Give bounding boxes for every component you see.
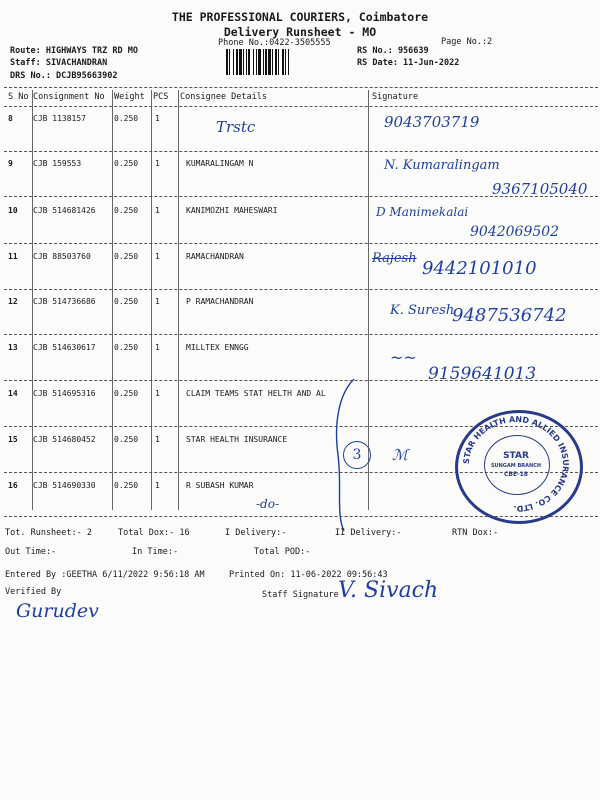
row-sno: 15 [8, 435, 18, 444]
row-weight: 0.250 [114, 297, 139, 306]
row-sno: 16 [8, 481, 18, 490]
row-pcs: 1 [155, 481, 160, 490]
printed-on: Printed On: 11-06-2022 09:56:43 [229, 570, 388, 580]
row-consignee: P RAMACHANDRAN [186, 297, 254, 306]
col-consignment: Consignment No [33, 92, 105, 102]
col-sep [151, 90, 152, 510]
row-pcs: 1 [155, 159, 160, 168]
handwritten-phone: 9442101010 [422, 258, 537, 279]
phone-number: Phone No.:0422-3505555 [218, 38, 331, 48]
handwritten-note: Trstc [216, 118, 256, 136]
row-sno: 10 [8, 206, 18, 215]
col-sno: S No [8, 92, 29, 102]
row-consignment: CJB 514680452 [33, 435, 96, 444]
handwritten-signature: K. Suresh [390, 303, 455, 318]
rs-number: RS No.: 956639 [357, 46, 429, 56]
row-consignment: CJB 514695316 [33, 389, 96, 398]
staff: Staff: SIVACHANDRAN [10, 58, 108, 68]
row-sno: 11 [8, 252, 18, 261]
handwritten-signature: N. Kumaralingam [384, 158, 500, 173]
row-sno: 12 [8, 297, 18, 306]
col-weight: Weight [114, 92, 145, 102]
row-pcs: 1 [155, 206, 160, 215]
rtn-dox: RTN Dox:- [452, 528, 499, 538]
route: Route: HIGHWAYS TRZ RD MO [10, 46, 138, 56]
row-sno: 9 [8, 159, 13, 168]
row-rule [4, 289, 598, 290]
col-pcs: PCS [153, 92, 169, 102]
handwritten-phone: 9159641013 [428, 364, 537, 384]
row-rule [4, 151, 598, 152]
row-consignment: CJB 88503760 [33, 252, 91, 261]
row-pcs: 1 [155, 343, 160, 352]
entered-by: Entered By :GEETHA 6/11/2022 9:56:18 AM [5, 570, 205, 580]
handwritten-phone: 9042069502 [470, 224, 560, 240]
col-sep [178, 90, 179, 510]
handwritten-signature: 9043703719 [384, 113, 480, 131]
row-consignment: CJB 1138157 [33, 114, 86, 123]
stamp-branch: SUNGAM BRANCH [490, 463, 542, 469]
col-consignee: Consignee Details [180, 92, 267, 102]
row-consignee: MILLTEX ENNGG [186, 343, 249, 352]
row-rule [4, 334, 598, 335]
row-sno: 14 [8, 389, 18, 398]
row-consignment: CJB 514681426 [33, 206, 96, 215]
out-time: Out Time:- [5, 547, 57, 557]
row-pcs: 1 [155, 252, 160, 261]
row-consignee: CLAIM TEAMS STAT HELTH AND AL [186, 389, 326, 398]
row-weight: 0.250 [114, 343, 139, 352]
row-consignment: CJB 514690330 [33, 481, 96, 490]
handwritten-mark: ℳ [392, 446, 409, 464]
row-pcs: 1 [155, 114, 160, 123]
stamp-code: CBE-18 [504, 471, 528, 478]
handwritten-bracket [320, 375, 370, 535]
header-rule [4, 106, 598, 107]
row-consignee: RAMACHANDRAN [186, 252, 244, 261]
in-time: In Time:- [132, 547, 179, 557]
staff-handwritten-signature: V. Sivach [338, 578, 439, 603]
verified-by: Verified By [5, 587, 62, 597]
row-sno: 8 [8, 114, 13, 123]
handwritten-mark: ~~ [390, 348, 417, 367]
runsheet-title: Delivery Runsheet - MO [223, 25, 377, 39]
row-consignee: STAR HEALTH INSURANCE [186, 435, 288, 444]
row-weight: 0.250 [114, 252, 139, 261]
row-consignment: CJB 514736686 [33, 297, 96, 306]
row-weight: 0.250 [114, 481, 139, 490]
row-consignment: CJB 159553 [33, 159, 82, 168]
handwritten-phone: 9367105040 [492, 180, 588, 198]
total-pod: Total POD:- [254, 547, 311, 557]
company-title: THE PROFESSIONAL COURIERS, Coimbatore [171, 10, 429, 24]
total-dox: Total Dox:- 16 [118, 528, 190, 538]
col-signature: Signature [372, 92, 419, 102]
handwritten-ditto: -do- [256, 497, 280, 511]
row-consignee: KANIMOZHI MAHESWARI [186, 206, 278, 215]
table-top-rule [4, 87, 598, 88]
rs-date: RS Date: 11-Jun-2022 [357, 58, 460, 68]
page-number: Page No.:2 [441, 37, 493, 47]
barcode-bar [289, 49, 292, 75]
row-pcs: 1 [155, 389, 160, 398]
svg-text:STAR HEALTH AND ALLIED INSURAN: STAR HEALTH AND ALLIED INSURANCE CO. LTD. [461, 414, 571, 514]
handwritten-phone: 9487536742 [452, 305, 567, 326]
stamp-star: STAR [503, 451, 529, 461]
barcode [226, 49, 354, 75]
row-consignee: R SUBASH KUMAR [186, 481, 254, 490]
total-runsheet: Tot. Runsheet:- 2 [5, 528, 92, 538]
row-weight: 0.250 [114, 206, 139, 215]
row-consignment: CJB 514630617 [33, 343, 96, 352]
row-sno: 13 [8, 343, 18, 352]
row-weight: 0.250 [114, 159, 139, 168]
company-stamp [455, 410, 583, 524]
verifier-signature: Gurudev [16, 600, 99, 622]
row-pcs: 1 [155, 297, 160, 306]
handwritten-signature: Rajesh [372, 251, 417, 266]
col-sep [112, 90, 113, 510]
row-pcs: 1 [155, 435, 160, 444]
row-weight: 0.250 [114, 114, 139, 123]
row-weight: 0.250 [114, 389, 139, 398]
handwritten-signature: D Manimekalai [376, 205, 469, 219]
row-weight: 0.250 [114, 435, 139, 444]
i-delivery: I Delivery:- [225, 528, 287, 538]
staff-signature-label: Staff Signature [262, 590, 339, 600]
drs-number: DRS No.: DCJB95663902 [10, 71, 118, 81]
handwritten-circle: 3 [343, 441, 371, 469]
ii-delivery: II Delivery:- [335, 528, 402, 538]
row-rule [4, 243, 598, 244]
row-consignee: KUMARALINGAM N [186, 159, 254, 168]
